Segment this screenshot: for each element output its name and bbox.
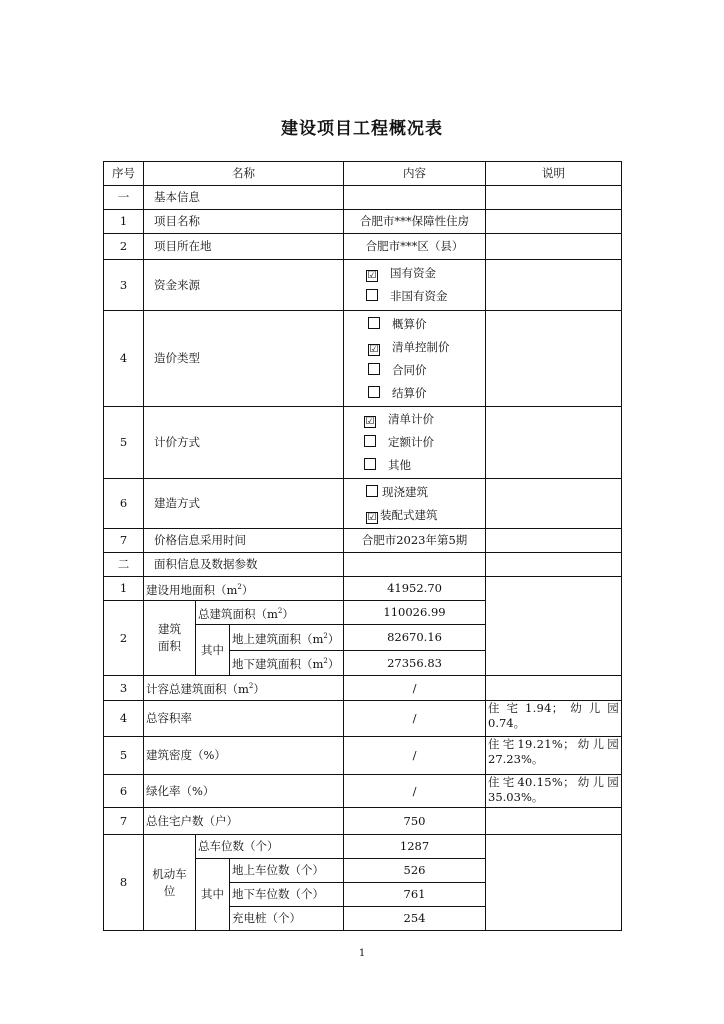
empty-cell xyxy=(486,260,622,311)
table-row xyxy=(104,311,622,407)
checkbox-label: 国有资金 xyxy=(390,266,437,280)
empty-cell xyxy=(344,553,486,577)
group-label-text: 建筑面积 xyxy=(158,622,181,653)
row-label: 总建筑面积$(m^2)$ xyxy=(196,601,344,625)
row-label: 项目所在地 xyxy=(144,234,344,260)
row-number: 7 xyxy=(104,808,144,835)
row-value: / xyxy=(344,701,486,737)
empty-cell xyxy=(486,529,622,553)
empty-cell xyxy=(486,553,622,577)
empty-cell xyxy=(486,835,622,931)
note-text: 住宅40.15%；幼儿园 xyxy=(488,775,620,789)
row-label-text: 地上建筑面积（m xyxy=(232,631,324,646)
checkbox-option[interactable] xyxy=(366,481,483,504)
checkbox-label: 合同价 xyxy=(392,362,427,377)
checkbox-icon[interactable] xyxy=(368,386,380,398)
empty-cell xyxy=(486,311,622,407)
table-row xyxy=(104,676,622,701)
checkbox-icon[interactable] xyxy=(364,458,376,470)
row-value: / xyxy=(344,737,486,775)
checkbox-label: 非国有资金 xyxy=(390,289,448,303)
row-label: 充电桩（个） xyxy=(230,907,344,931)
section-row xyxy=(104,553,622,577)
group-label-text: 机动车位 xyxy=(152,866,187,898)
row-number: 6 xyxy=(104,775,144,808)
checkbox-option[interactable] xyxy=(368,382,483,405)
checkbox-icon[interactable]: ☑ xyxy=(365,416,375,427)
table-row xyxy=(104,234,622,260)
row-label: 项目名称 xyxy=(144,210,344,234)
checkbox-label: 定额计价 xyxy=(388,435,435,449)
section-row xyxy=(104,186,622,210)
row-value: 合肥市***区（县） xyxy=(344,234,486,260)
checkbox-icon[interactable]: ☑ xyxy=(369,343,379,355)
row-value: 750 xyxy=(344,808,486,835)
checkbox-label: 现浇建筑 xyxy=(382,484,429,499)
row-value: 41952.70 xyxy=(344,577,486,601)
row-label: 建造方式 xyxy=(144,479,344,529)
section-title: 面积信息及数据参数 xyxy=(144,553,344,577)
checkbox-option[interactable] xyxy=(366,262,483,285)
row-label-text: 地下建筑面积（m xyxy=(232,656,324,671)
section-number: 二 xyxy=(104,553,144,577)
row-label: 地上车位数（个） xyxy=(230,859,344,883)
row-label: 建筑密度（%） xyxy=(144,737,344,775)
group-label xyxy=(144,601,196,676)
table-row xyxy=(104,577,622,601)
row-number: 1 xyxy=(104,577,144,601)
row-label: 地下车位数（个） xyxy=(230,883,344,907)
row-value: 1287 xyxy=(344,835,486,859)
row-label: 价格信息采用时间 xyxy=(144,529,344,553)
row-value: 27356.83 xyxy=(344,651,486,676)
table-row xyxy=(104,701,622,737)
empty-cell xyxy=(486,577,622,676)
row-value: 82670.16 xyxy=(344,625,486,651)
row-label: 总车位数（个） xyxy=(196,835,344,859)
checkbox-icon[interactable] xyxy=(368,363,380,375)
header-content: 内容 xyxy=(344,162,486,186)
header-no: 序号 xyxy=(104,162,144,186)
note-text: 住宅1.94；幼儿园 xyxy=(488,701,620,715)
row-number: 1 xyxy=(104,210,144,234)
row-number: 5 xyxy=(104,407,144,479)
note-text: 27.23%。 xyxy=(488,752,544,766)
empty-cell xyxy=(486,676,622,701)
row-number: 2 xyxy=(104,601,144,676)
empty-cell xyxy=(486,407,622,479)
table-row xyxy=(104,775,622,808)
row-number: 5 xyxy=(104,737,144,775)
row-note xyxy=(486,775,622,808)
row-label: 资金来源 xyxy=(144,260,344,311)
note-text: 住宅19.21%；幼儿园 xyxy=(488,737,620,751)
row-value: / xyxy=(344,775,486,808)
table-row xyxy=(104,529,622,553)
checkbox-label: 清单控制价 xyxy=(392,339,450,354)
row-number: 3 xyxy=(104,676,144,701)
row-label: 地上建筑面积$(m^2)$ xyxy=(230,625,344,651)
row-value: / xyxy=(344,676,486,701)
checkbox-label: 清单计价 xyxy=(388,412,435,426)
empty-cell xyxy=(486,210,622,234)
section-title: 基本信息 xyxy=(144,186,344,210)
group-label xyxy=(144,835,196,931)
row-number: 3 xyxy=(104,260,144,311)
checkbox-group xyxy=(344,479,486,529)
empty-cell xyxy=(344,186,486,210)
row-number: 4 xyxy=(104,311,144,407)
checkbox-label: 概算价 xyxy=(392,316,427,331)
row-note xyxy=(486,737,622,775)
row-value: 526 xyxy=(344,859,486,883)
empty-cell xyxy=(486,808,622,835)
row-value: 110026.99 xyxy=(344,601,486,625)
row-label: 造价类型 xyxy=(144,311,344,407)
checkbox-icon[interactable] xyxy=(366,289,378,301)
row-label-suffix: ） xyxy=(241,582,254,597)
checkbox-option[interactable] xyxy=(366,504,483,527)
checkbox-option[interactable] xyxy=(364,454,483,477)
page-title: 建设项目工程概况表 xyxy=(281,119,443,139)
row-label: 总容积率 xyxy=(144,701,344,737)
checkbox-icon[interactable] xyxy=(364,435,376,447)
sub-group-label: 其中 xyxy=(196,859,230,931)
table-row xyxy=(104,407,622,479)
row-value: 合肥市***保障性住房 xyxy=(344,210,486,234)
table-row xyxy=(104,737,622,775)
row-note xyxy=(486,701,622,737)
project-overview-table xyxy=(103,161,622,931)
note-text: 35.03%。 xyxy=(488,790,544,804)
checkbox-icon[interactable]: ☑ xyxy=(367,511,377,523)
row-label: 建设用地面积$(m^2)$ xyxy=(144,577,344,601)
row-number: 6 xyxy=(104,479,144,529)
row-label: 绿化率（%） xyxy=(144,775,344,808)
row-label-text: 计容总建筑面积（m xyxy=(146,681,249,696)
row-label-text: 总建筑面积（m xyxy=(198,606,278,621)
table-row xyxy=(104,808,622,835)
row-label: 地下建筑面积$(m^2)$ xyxy=(230,651,344,676)
empty-cell xyxy=(486,479,622,529)
row-value: 合肥市2023年第5期 xyxy=(344,529,486,553)
row-value: 761 xyxy=(344,883,486,907)
row-number: 2 xyxy=(104,234,144,260)
row-label: 计容总建筑面积$(m^2)$ xyxy=(144,676,344,701)
empty-cell xyxy=(486,234,622,260)
section-number: 一 xyxy=(104,186,144,210)
checkbox-label: 其他 xyxy=(388,458,412,472)
checkbox-icon[interactable] xyxy=(368,317,380,329)
header-note: 说明 xyxy=(486,162,622,186)
header-name: 名称 xyxy=(144,162,344,186)
empty-cell xyxy=(486,186,622,210)
table-row xyxy=(104,210,622,234)
row-label: 总住宅户数（户） xyxy=(144,808,344,835)
checkbox-option[interactable] xyxy=(364,408,483,431)
checkbox-group xyxy=(344,311,486,407)
row-label-text: 建设用地面积（m xyxy=(146,582,238,597)
row-value: 254 xyxy=(344,907,486,931)
page-number: 1 xyxy=(358,948,366,959)
table-row xyxy=(104,835,622,859)
checkbox-icon[interactable] xyxy=(366,485,378,497)
checkbox-label: 装配式建筑 xyxy=(380,507,438,522)
row-number: 7 xyxy=(104,529,144,553)
row-number: 8 xyxy=(104,835,144,931)
table-header-row xyxy=(104,162,622,186)
checkbox-option[interactable] xyxy=(368,336,483,359)
row-number: 4 xyxy=(104,701,144,737)
sub-group-label: 其中 xyxy=(196,625,230,676)
checkbox-group xyxy=(344,260,486,311)
checkbox-option[interactable] xyxy=(368,313,483,336)
table-row xyxy=(104,260,622,311)
checkbox-option[interactable] xyxy=(364,431,483,454)
checkbox-option[interactable] xyxy=(368,359,483,382)
row-label: 计价方式 xyxy=(144,407,344,479)
checkbox-icon[interactable]: ☑ xyxy=(367,270,377,281)
table-row xyxy=(104,479,622,529)
checkbox-label: 结算价 xyxy=(392,385,427,400)
checkbox-option[interactable] xyxy=(366,285,483,308)
checkbox-group xyxy=(344,407,486,479)
note-text: 0.74。 xyxy=(488,716,526,730)
